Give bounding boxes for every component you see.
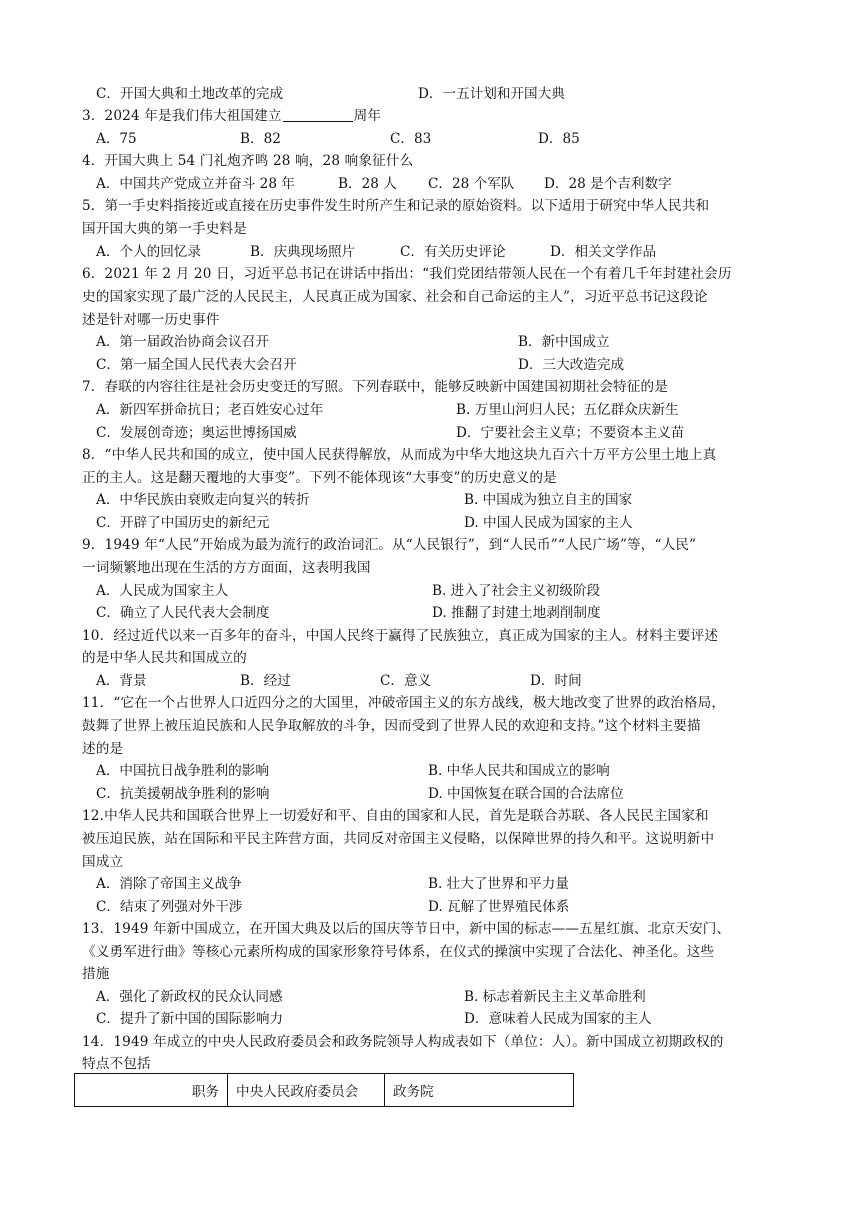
table-header-government-council: 政务院 <box>385 1074 574 1107</box>
q4-stem: 4．开国大典上 54 门礼炮齐鸣 28 响，28 响象征什么 <box>82 153 414 169</box>
q8-option-c: C．开辟了中国历史的新纪元 <box>96 515 270 531</box>
q12-option-c: C．结束了列强对外干涉 <box>96 899 243 915</box>
q11-option-b: B. 中华人民共和国成立的影响 <box>428 763 610 779</box>
q13-stem-line2: 《义勇军进行曲》等核心元素所构成的国家形象符号体系，在仪式的操演中实现了合法化、神圣化。这些 <box>82 944 715 960</box>
table-header-row <box>75 1074 574 1107</box>
q10-option-d: D．时间 <box>530 673 582 689</box>
q8-option-d: D. 中国人民成为国家的主人 <box>464 515 633 531</box>
q6-option-a: A．第一届政治协商会议召开 <box>96 334 269 350</box>
q12-option-d: D. 瓦解了世界殖民体系 <box>428 899 570 915</box>
q6-option-d: D．三大改造完成 <box>518 357 625 373</box>
q3-option-c: C．83 <box>390 131 432 147</box>
q7-option-d: D．宁要社会主义草；不要资本主义苗 <box>456 425 685 441</box>
q10-option-a: A．背景 <box>96 673 147 689</box>
q13-stem-line3: 措施 <box>82 966 110 982</box>
q10-option-b: B．经过 <box>240 673 291 689</box>
q5-option-c: C．有关历史评论 <box>400 244 506 260</box>
q12-option-a: A．消除了帝国主义战争 <box>96 876 242 892</box>
leadership-table <box>74 1073 574 1107</box>
q6-stem-line1: 6．2021 年 2 月 20 日，习近平总书记在讲话中指出：“我们党团结带领人民在一个有着几千年封建社会历 <box>82 266 732 282</box>
q9-option-a: A．人民成为国家主人 <box>96 583 229 599</box>
q3-option-d: D．85 <box>538 131 580 147</box>
table-header-central-committee: 中央人民政府委员会 <box>228 1074 385 1107</box>
q4-option-d: D．28 是个吉利数字 <box>544 176 672 192</box>
q6-option-b: B．新中国成立 <box>518 334 610 350</box>
q12-option-b: B. 壮大了世界和平力量 <box>428 876 569 892</box>
q4-option-c: C．28 个军队 <box>428 176 515 192</box>
q5-option-a: A．个人的回忆录 <box>96 244 201 260</box>
q2-option-d: D．一五计划和开国大典 <box>418 86 565 102</box>
q10-stem-line1: 10．经过近代以来一百多年的奋斗，中国人民终于赢得了民族独立，真正成为国家的主人。材料主要评述 <box>82 628 719 644</box>
q12-stem-line1: 12.中华人民共和国联合世界上一切爱好和平、自由的国家和人民，首先是联合苏联、各人民民主国家和 <box>82 808 709 824</box>
q7-option-b: B. 万里山河归人民；五亿群众庆新生 <box>456 402 679 418</box>
q5-option-d: D．相关文学作品 <box>550 244 657 260</box>
q3-stem <box>82 104 782 128</box>
q2-option-c: C．开国大典和土地改革的完成 <box>96 86 284 102</box>
q11-option-a: A．中国抗日战争胜利的影响 <box>96 763 269 779</box>
q11-stem-line2: 鼓舞了世界上被压迫民族和人民争取解放的斗争，因而受到了世界人民的欢迎和支持。”这个材料主要描 <box>82 718 701 734</box>
q3-stem-text: 3．2024 年是我们伟大祖国建立 <box>82 108 282 124</box>
q13-stem-line1: 13．1949 年新中国成立，在开国大典及以后的国庆等节日中，新中国的标志——五星红旗、北京天安门、 <box>82 921 731 937</box>
q7-stem: 7．春联的内容往往是社会历史变迁的写照。下列春联中，能够反映新中国建国初期社会特征的是 <box>82 379 669 395</box>
q9-option-d: D. 推翻了封建土地剥削制度 <box>432 605 601 621</box>
q6-stem-line2: 史的国家实现了最广泛的人民民主，人民真正成为国家、社会和自己命运的主人”，习近平总书记这段论 <box>82 289 708 305</box>
q8-option-a: A．中华民族由衰败走向复兴的转折 <box>96 492 310 508</box>
q11-stem-line1: 11．“它在一个占世界人口近四分之的大国里，冲破帝国主义的东方战线，极大地改变了世界的政治格局， <box>82 695 726 711</box>
q8-stem-line2: 正的主人。这是翻天覆地的大事变”。下列不能体现该“大事变”的历史意义的是 <box>82 470 557 486</box>
table-header-position: 职务 <box>75 1074 228 1107</box>
q8-stem-line1: 8．“中华人民共和国的成立，使中国人民获得解放，从而成为中华大地这块九百六十万平方公里土地上真 <box>82 447 717 463</box>
q14-stem-line2: 特点不包括 <box>82 1056 151 1072</box>
q9-stem-line1: 9．1949 年“人民”开始成为最为流行的政治词汇。从“人民银行”，到“人民币”“人民广场”等，“人民” <box>82 537 697 553</box>
q5-stem-line2: 国开国大典的第一手史料是 <box>82 221 247 237</box>
q13-option-d: D．意味着人民成为国家的主人 <box>464 1011 652 1027</box>
q3-stem-suffix: 周年 <box>353 108 382 124</box>
q10-option-c: C．意义 <box>380 673 432 689</box>
q12-stem-line3: 国成立 <box>82 854 124 870</box>
q9-option-b: B. 进入了社会主义初级阶段 <box>432 583 601 599</box>
q7-option-a: A．新四军拼命抗日；老百姓安心过年 <box>96 402 324 418</box>
q10-stem-line2: 的是中华人民共和国成立的 <box>82 650 247 666</box>
q11-option-d: D. 中国恢复在联合国的合法席位 <box>428 786 624 802</box>
q13-option-c: C．提升了新中国的国际影响力 <box>96 1011 284 1027</box>
q9-stem-line2: 一词频繁地出现在生活的方方面面，这表明我国 <box>82 560 371 576</box>
q14-stem-line1: 14．1949 年成立的中央人民政府委员会和政务院领导人构成表如下（单位：人）。新中国成立初期政权的 <box>82 1034 724 1050</box>
q4-option-b: B．28 人 <box>338 176 397 192</box>
q7-option-c: C．发展创奇迹；奥运世博扬国威 <box>96 425 297 441</box>
answer-blank <box>283 107 353 122</box>
q5-stem-line1: 5．第一手史料指接近或直接在历史事件发生时所产生和记录的原始资料。以下适用于研究中华人民共和 <box>82 198 710 214</box>
q11-stem-line3: 述的是 <box>82 741 124 757</box>
q11-option-c: C．抗美援朝战争胜利的影响 <box>96 786 270 802</box>
q3-option-b: B．82 <box>240 131 281 147</box>
q5-option-b: B．庆典现场照片 <box>250 244 356 260</box>
q13-option-a: A．强化了新政权的民众认同感 <box>96 989 283 1005</box>
q13-option-b: B. 标志着新民主主义革命胜利 <box>464 989 646 1005</box>
q9-option-c: C．确立了人民代表大会制度 <box>96 605 270 621</box>
q3-option-a: A．75 <box>96 131 137 147</box>
q12-stem-line2: 被压迫民族，站在国际和平民主阵营方面，共同反对帝国主义侵略，以保障世界的持久和平。这说明新中 <box>82 831 715 847</box>
q6-option-c: C．第一届全国人民代表大会召开 <box>96 357 297 373</box>
q4-option-a: A．中国共产党成立并奋斗 28 年 <box>96 176 295 192</box>
q8-option-b: B. 中国成为独立自主的国家 <box>464 492 633 508</box>
q6-stem-line3: 述是针对哪一历史事件 <box>82 312 220 328</box>
